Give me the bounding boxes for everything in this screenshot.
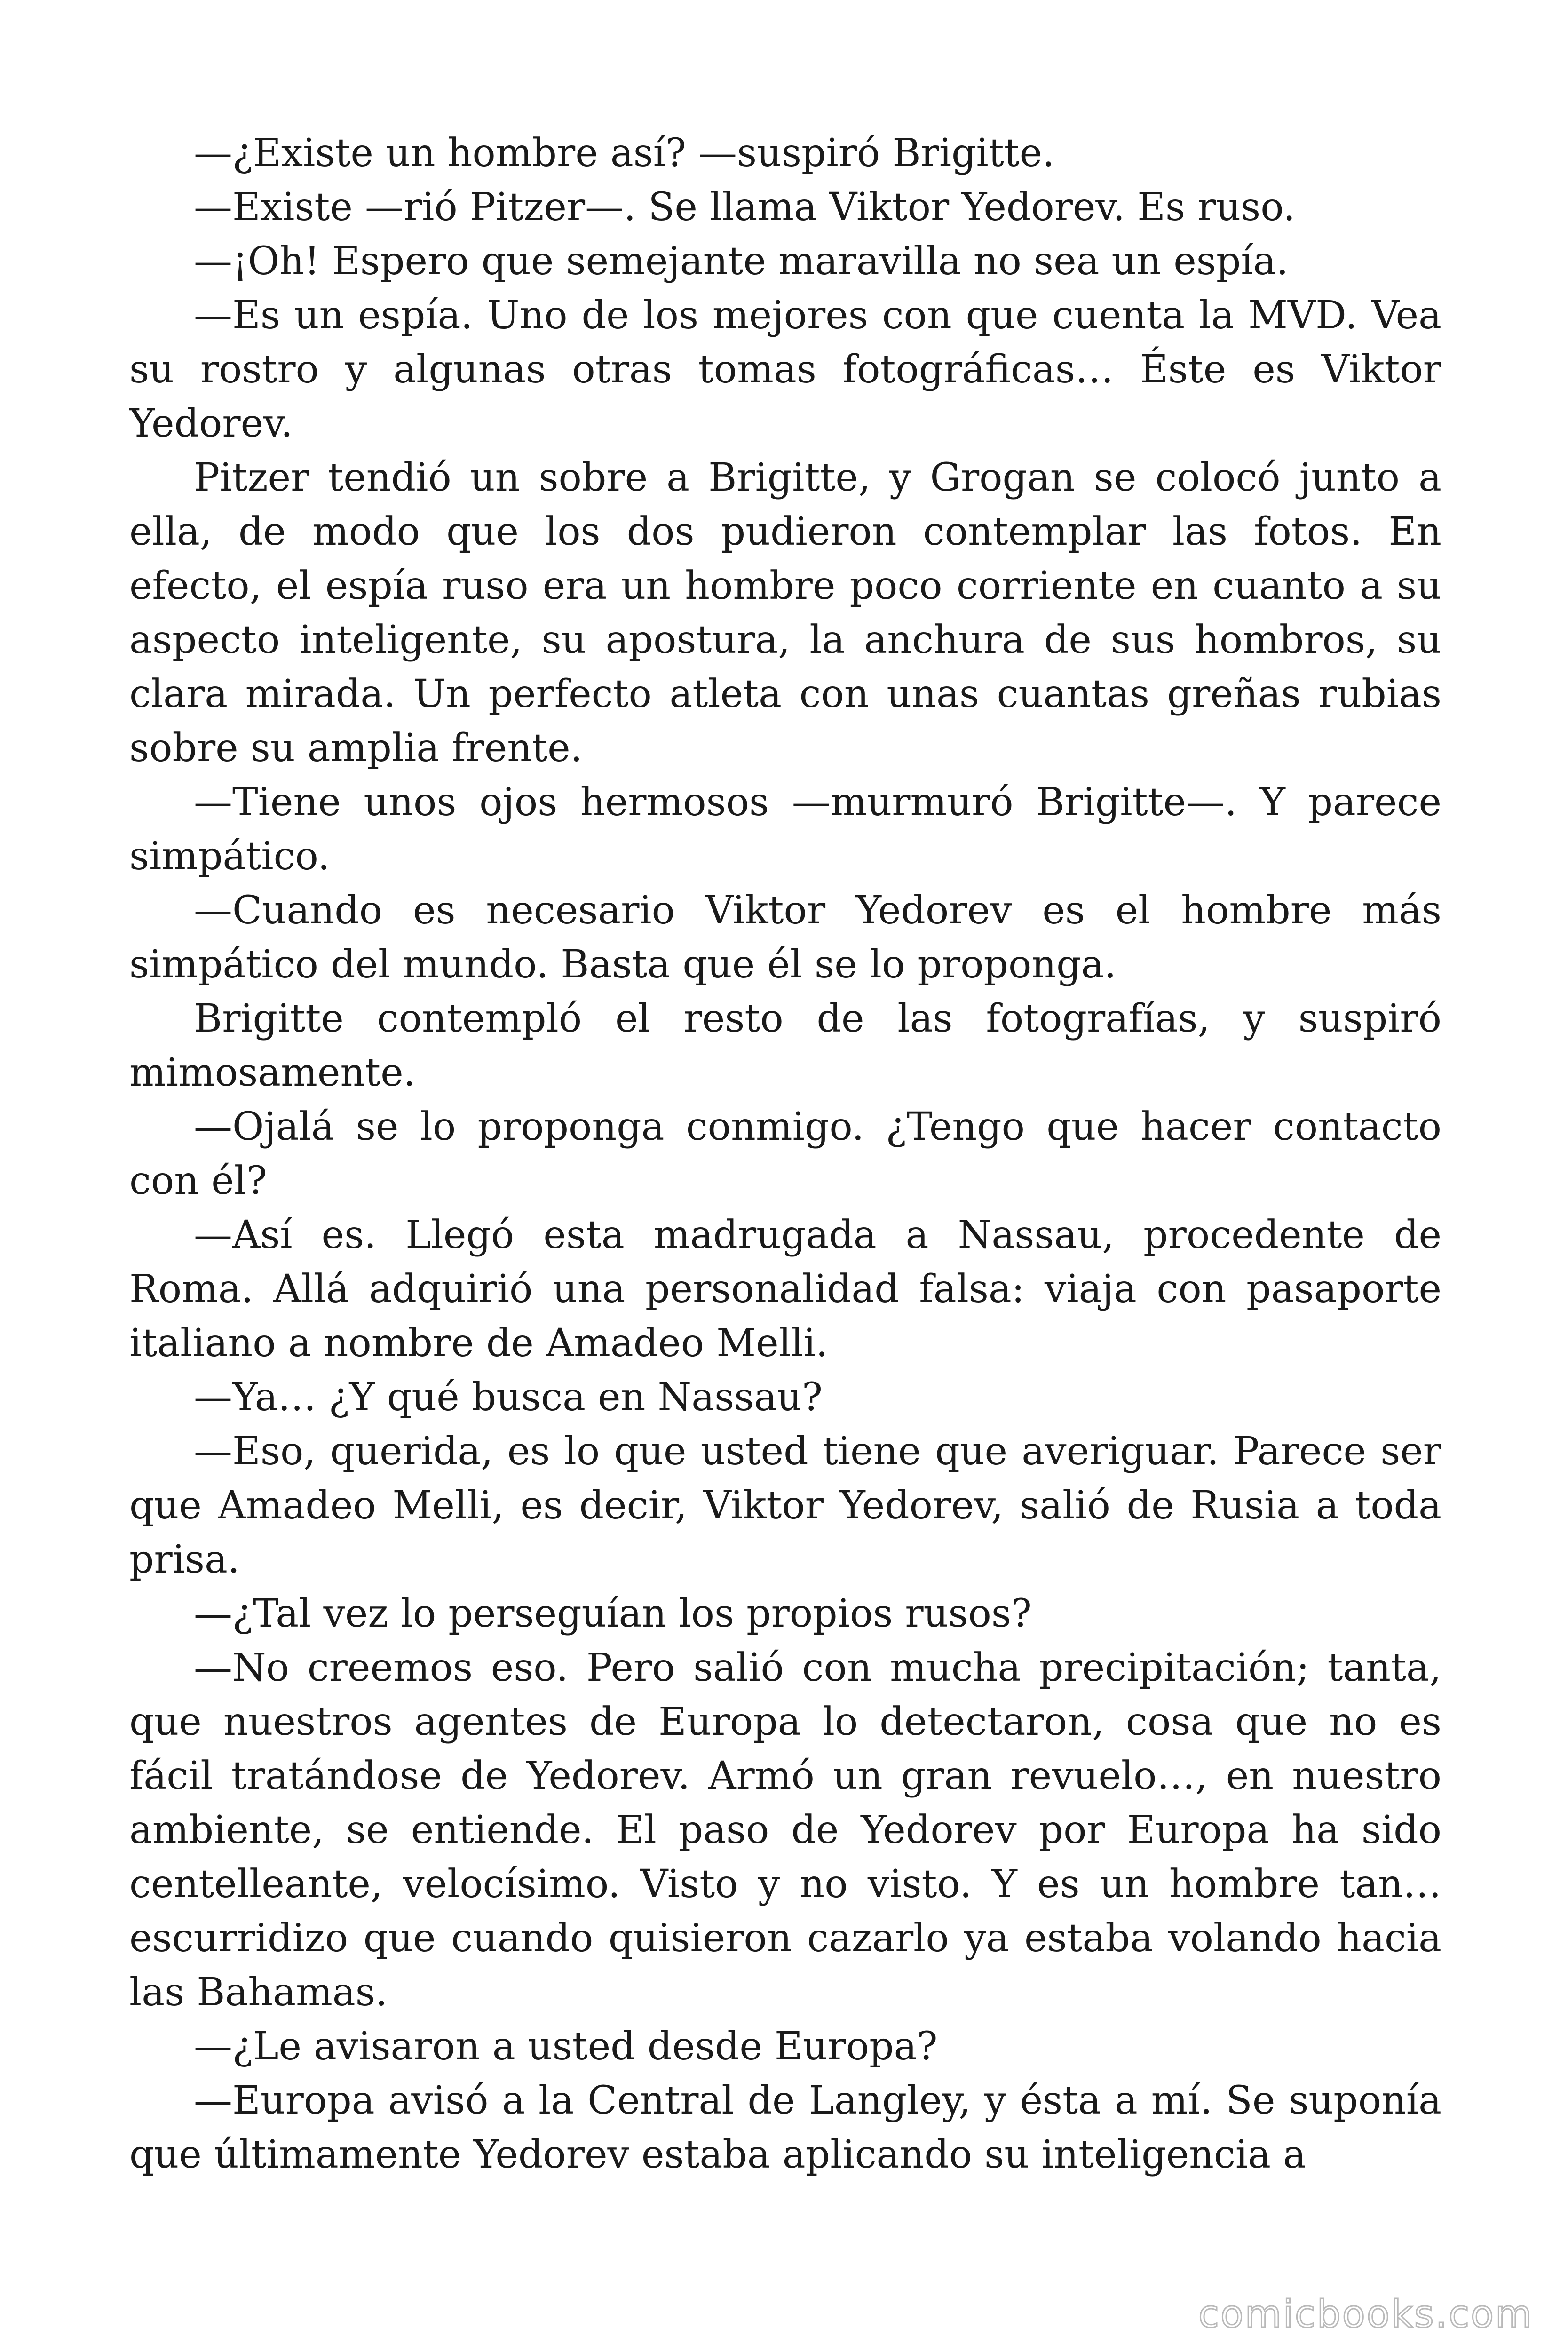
body-text — [129, 126, 1441, 2182]
paragraph-9: —Ojalá se lo proponga conmigo. ¿Tengo que hacer contacto con él? — [129, 1104, 1441, 1203]
paragraph-4: —Es un espía. Uno de los mejores con que cuenta la MVD. Vea su rostro y algunas otras tomas fotográficas… Éste es Viktor Yedorev. — [129, 293, 1441, 446]
paragraph-3: —¡Oh! Espero que semejante maravilla no sea un espía. — [194, 239, 1289, 284]
paragraph-15: —¿Le avisaron a usted desde Europa? — [194, 2024, 938, 2069]
paragraph-11: —Ya… ¿Y qué busca en Nassau? — [194, 1375, 823, 1420]
paragraph-14: —No creemos eso. Pero salió con mucha precipitación; tanta, que nuestros agentes de Europa lo detectaron, cosa que no es fácil tratándose de Yedorev. Armó un gran revuelo…, en nuestro ambiente, se entiende. El paso de Yedorev por Europa ha sido centelleante, velocísimo. Visto y no visto. Y es un hombre tan… escurridizo que cuando quisieron cazarlo ya estaba volando hacia las Bahamas. — [129, 1645, 1441, 2015]
paragraph-6: —Tiene unos ojos hermosos —murmuró Brigitte—. Y parece simpático. — [129, 780, 1441, 879]
paragraph-16: —Europa avisó a la Central de Langley, y ésta a mí. Se suponía que últimamente Yedorev estaba aplicando su inteligencia a — [129, 2078, 1441, 2177]
paragraph-2: —Existe —rió Pitzer—. Se llama Viktor Yedorev. Es ruso. — [194, 185, 1296, 230]
watermark: comicbooks.com — [1198, 2292, 1533, 2336]
paragraph-8: Brigitte contempló el resto de las fotografías, y suspiró mimosamente. — [129, 996, 1441, 1095]
paragraph-10: —Así es. Llegó esta madrugada a Nassau, procedente de Roma. Allá adquirió una personalidad falsa: viaja con pasaporte italiano a nombre de Amadeo Melli. — [129, 1213, 1441, 1366]
paragraph-13: —¿Tal vez lo perseguían los propios rusos? — [194, 1591, 1032, 1636]
paragraph-5: Pitzer tendió un sobre a Brigitte, y Grogan se colocó junto a ella, de modo que los dos pudieron contemplar las fotos. En efecto, el espía ruso era un hombre poco corriente en cuanto a su aspecto inteligente, su apostura, la anchura de sus hombros, su clara mirada. Un perfecto atleta con unas cuantas greñas rubias sobre su amplia frente. — [129, 455, 1441, 771]
paragraph-7: —Cuando es necesario Viktor Yedorev es el hombre más simpático del mundo. Basta que él se lo proponga. — [129, 888, 1441, 987]
paragraph-12: —Eso, querida, es lo que usted tiene que averiguar. Parece ser que Amadeo Melli, es decir, Viktor Yedorev, salió de Rusia a toda prisa. — [129, 1429, 1441, 1582]
paragraph-1: —¿Existe un hombre así? —suspiró Brigitte. — [194, 131, 1055, 175]
